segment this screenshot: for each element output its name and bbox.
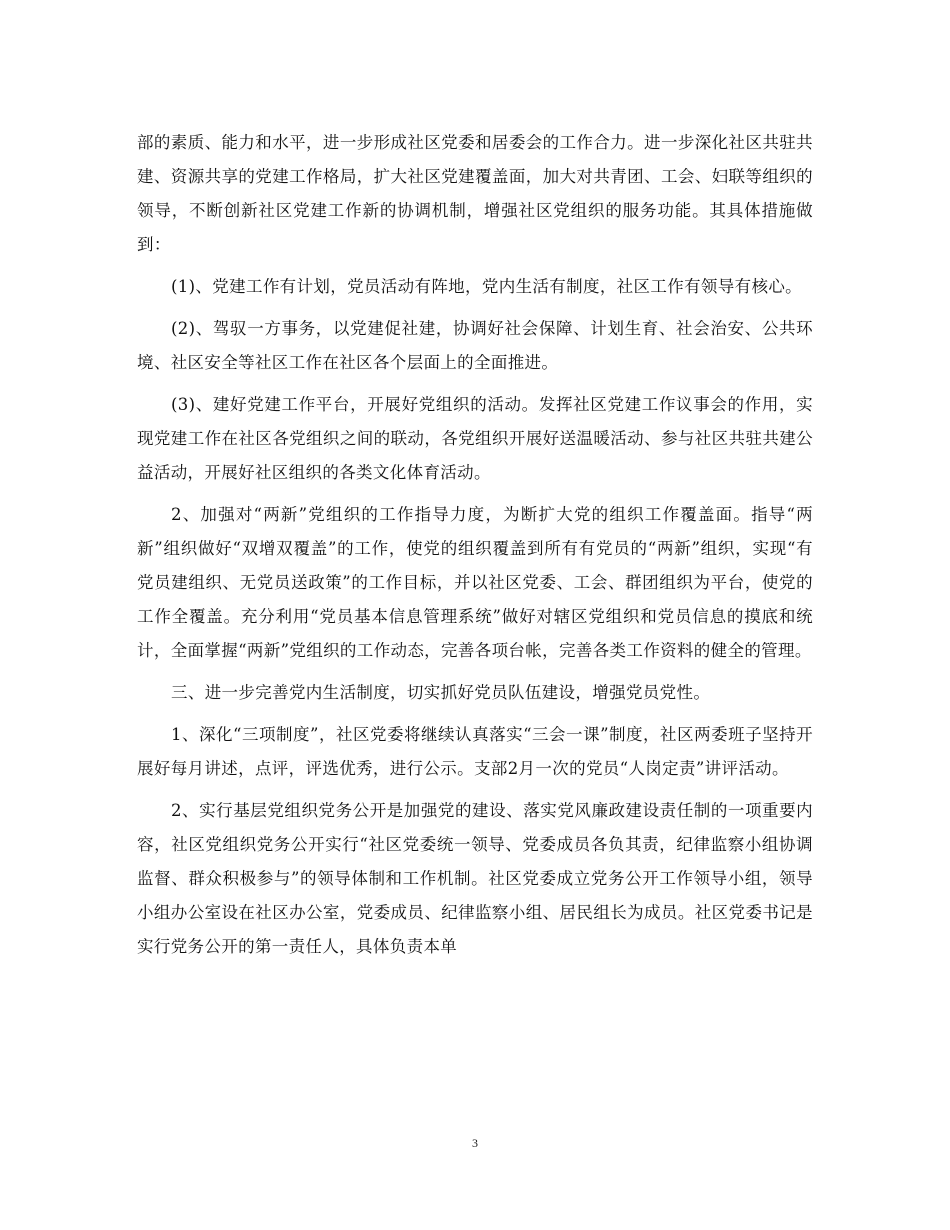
- paragraph-measure-2: (2)、驾驭一方事务，以党建促社建，协调好社会保障、计划生育、社会治安、公共环境、社区安全等社区工作在社区各个层面上的全面推进。: [137, 319, 813, 372]
- paragraph-three-systems: 1、深化“三项制度”，社区党委将继续认真落实“三会一课”制度，社区两委班子坚持开展好每月讲述，点评，评选优秀，进行公示。支部2月一次的党员“人岗定责”讲评活动。: [137, 725, 813, 778]
- paragraph-measure-1: (1)、党建工作有计划，党员活动有阵地，党内生活有制度，社区工作有领导有核心。: [171, 277, 803, 296]
- section-heading-three: 三、进一步完善党内生活制度，切实抓好党员队伍建设，增强党员党性。: [171, 683, 711, 702]
- paragraph-party-affairs-openness: 2、实行基层党组织党务公开是加强党的建设、落实党风廉政建设责任制的一项重要内容，社区党组织党务公开实行“社区党委统一领导、党委成员各负其责，纪律监察小组协调监督、群众积极参与”的领导体制和工作机制。社区党委成立党务公开工作领导小组，领导小组办公室设在社区办公室，党委成员、纪律监察小组、居民组长为成员。社区党委书记是实行党务公开的第一责任人，具体负责本单: [137, 801, 813, 956]
- paragraph-two-new-organizations: 2、加强对“两新”党组织的工作指导力度，为断扩大党的组织工作覆盖面。指导“两新”组织做好“双增双覆盖”的工作，使党的组织覆盖到所有有党员的“两新”组织，实现“有党员建组织、无党员送政策”的工作目标，并以社区党委、工会、群团组织为平台，使党的工作全覆盖。充分利用“党员基本信息管理系统”做好对辖区党组织和党员信息的摸底和统计，全面掌握“两新”党组织的工作动态，完善各项台帐，完善各类工作资料的健全的管理。: [137, 505, 813, 660]
- page-number: 3: [472, 1136, 478, 1150]
- paragraph-continuation: 部的素质、能力和水平，进一步形成社区党委和居委会的工作合力。进一步深化社区共驻共建、资源共享的党建工作格局，扩大社区党建覆盖面，加大对共青团、工会、妇联等组织的领导，不断创新社区党建工作新的协调机制，增强社区党组织的服务功能。其具体措施做到：: [137, 133, 813, 254]
- body-text: [137, 126, 813, 972]
- paragraph-measure-3: (3)、建好党建工作平台，开展好党组织的活动。发挥社区党建工作议事会的作用，实现党建工作在社区各党组织之间的联动，各党组织开展好送温暖活动、参与社区共驻共建公益活动，开展好社区组织的各类文化体育活动。: [137, 395, 813, 482]
